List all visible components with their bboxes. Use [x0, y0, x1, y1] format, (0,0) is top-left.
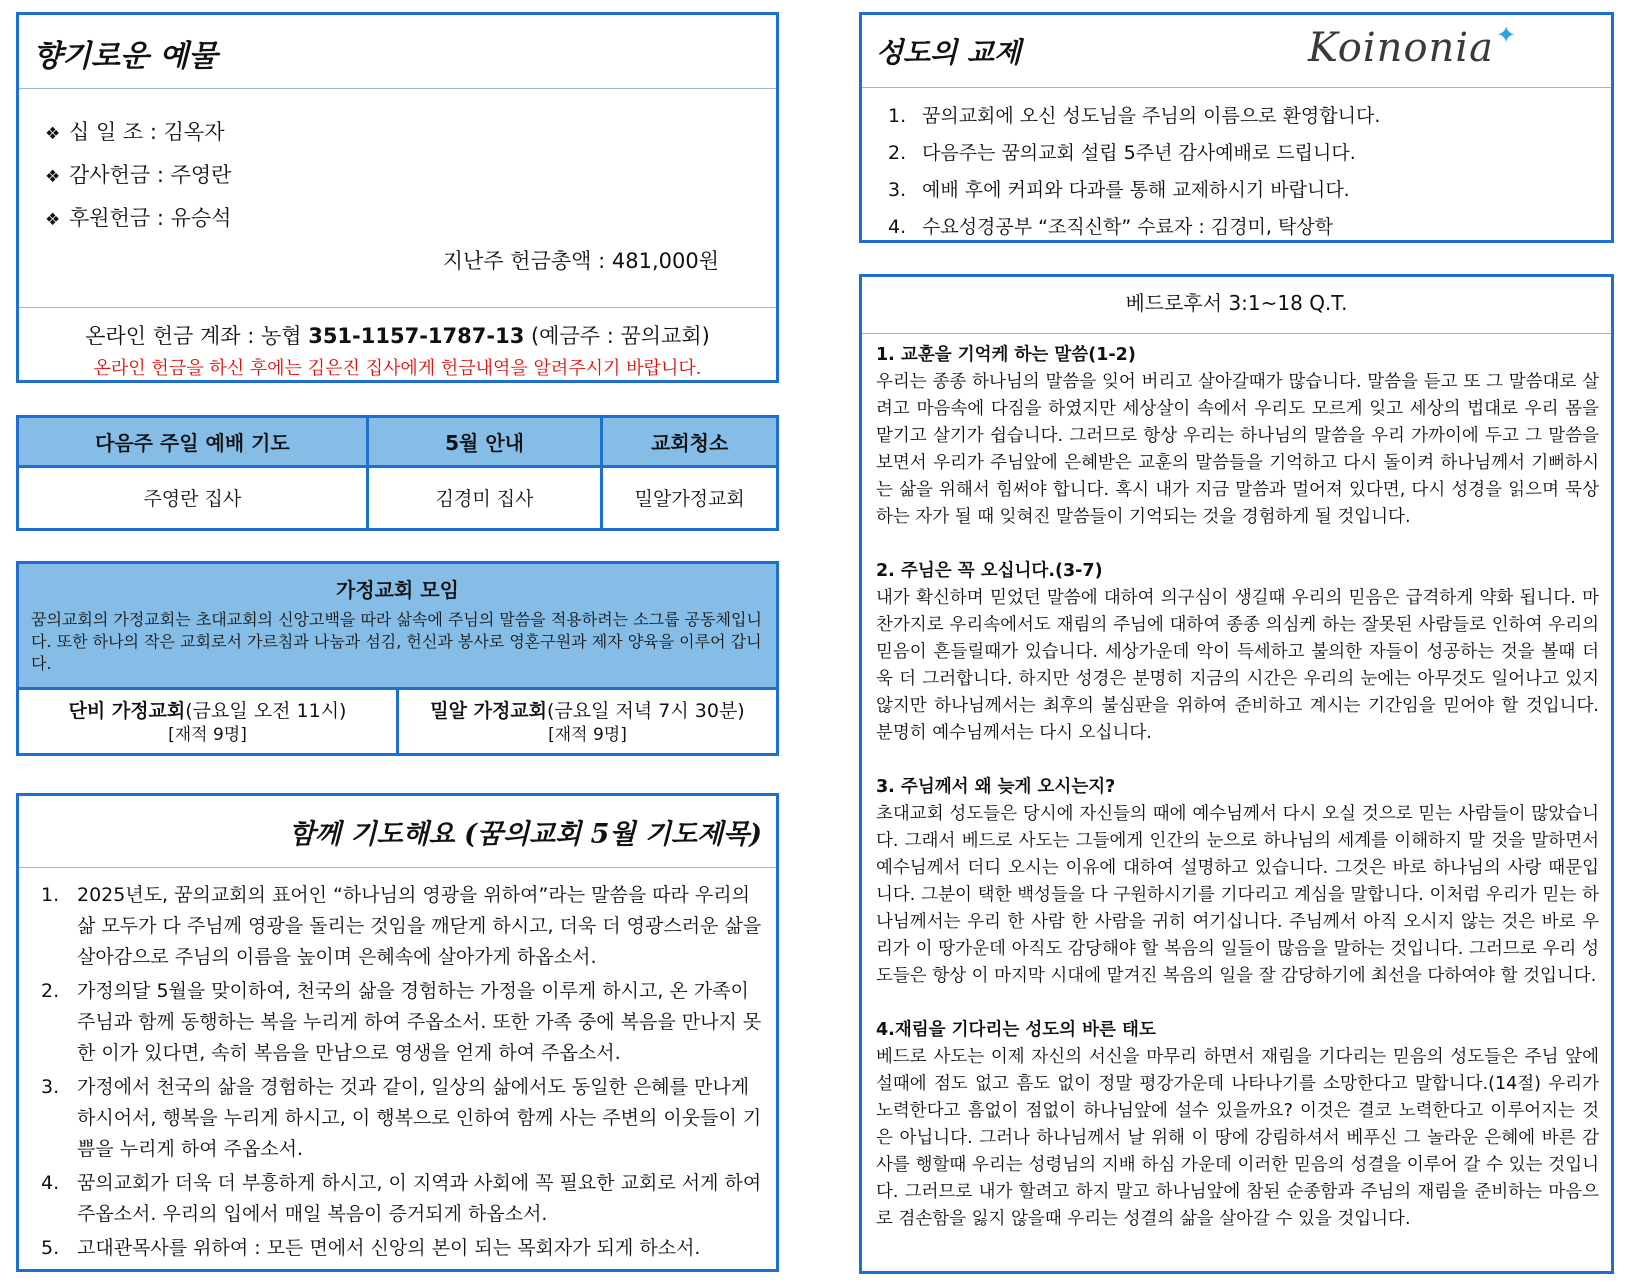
house-church-groups: [19, 690, 776, 753]
prayer-list: [19, 868, 776, 1264]
qt-section: [876, 1017, 1599, 1233]
duty-cell: 김경미 집사: [367, 466, 602, 528]
house-church-group: [19, 690, 399, 753]
offering-panel: [16, 12, 779, 383]
fellowship-item: 3. 예배 후에 커피와 다과를 통해 교제하시기 바랍니다.: [888, 179, 1350, 201]
prayer-item: 2. 가정의달 5월을 맞이하여, 천국의 삶을 경험하는 가정을 이루게 하시고, 온 가족이 주님과 함께 동행하는 복을 누리게 하여 주옵소서. 또한 가족 중에 복음을 만나지 못한 이가 있다면, 속히 복음을 만남으로 영생을 얻게 하여 주옵소서.: [41, 980, 762, 1064]
qt-section-text: 베드로 사도는 이제 자신의 서신을 마무리 하면서 재림을 기다리는 믿음의 성도들은 주님 앞에 설때에 점도 없고 흠도 없이 정말 평강가운데 나타나기를 소망한다고 말합니다.(14절) 우리가 노력한다고 흠없이 점없이 하나님앞에 설수 있을까요? 이것은 결코 노력한다고 이루어지는 것은 아닙니다. 그러나 하나님께서 날 위해 이 땅에 강림하셔서 베푸신 그 놀라운 은혜에 바른 감사를 행할때 우리는 성령님의 지배 하심 가운데 이러한 믿음의 성결을 이루어 갈 수 있는 것입니다. 그러므로 내가 할려고 하지 말고 하나님앞에 참된 순종함과 주님의 재림을 준비하는 마음으로 겸손함을 잃지 않을때 우리는 성결의 삶을 살아갈 수 있을 것입니다.: [876, 1047, 1599, 1229]
prayer-item: 5. 고대관목사를 위하여 : 모든 면에서 신앙의 본이 되는 목회자가 되게 하소서.: [41, 1237, 701, 1259]
offering-item: ❖ 십 일 조 : 김옥자: [45, 111, 776, 154]
qt-section-heading: 1. 교훈을 기억케 하는 말씀(1-2): [876, 345, 1136, 365]
house-church-panel: [16, 561, 779, 756]
offering-title: 향기로운 예물: [19, 15, 776, 89]
qt-section-text: 우리는 종종 하나님의 말씀을 잊어 버리고 살아갈때가 많습니다. 말씀을 듣고 또 그 말씀대로 살려고 마음속에 다짐을 하였지만 세상살이 속에서 우리도 모르게 잊고 세상의 법대로 우리 몸을 맡기고 살기가 쉽습니다. 그러므로 항상 우리는 하나님의 말씀을 우리 가까이에 두고 그 말씀을 보면서 우리가 주님앞에 은혜받은 교훈의 말씀들을 기억하고 다시 돌이켜 하나님께서 기뻐하시는 삶을 위해서 힘써야 합니다. 혹시 내가 지금 말씀과 멀어져 있다면, 다시 성경을 읽으며 묵상하는 자가 될 때 잊혀진 말씀들이 기억되는 것을 경험하게 될 것입니다.: [876, 372, 1599, 527]
offering-item: ❖ 감사헌금 : 주영란: [45, 154, 776, 197]
group-time: (금요일 저녁 7시 30분): [547, 700, 745, 722]
fellowship-list: [862, 88, 1611, 243]
duty-table-panel: [16, 415, 779, 531]
duty-cell: 주영란 집사: [19, 466, 367, 528]
duty-cell: 밀알가정교회: [634, 488, 745, 511]
qt-body: [862, 334, 1611, 1233]
qt-section: [876, 774, 1599, 990]
qt-section: [876, 342, 1599, 531]
online-account: [19, 307, 776, 380]
group-name: 단비 가정교회: [68, 700, 186, 722]
group-time: (금요일 오전 11시): [185, 700, 347, 722]
sparkle-icon: ✦: [1496, 21, 1517, 49]
koinonia-logo: Koinonia: [1308, 25, 1494, 71]
house-church-description: 꿈의교회의 가정교회는 초대교회의 신앙고백을 따라 삶속에 주님의 말씀을 적용하려는 소그룹 공동체입니다. 또한 하나의 작은 교회로서 가르침과 나눔과 섬김, 헌신과 봉사로 영혼구원과 제자 양육을 이루어 갑니다.: [31, 610, 762, 673]
group-members: [재적 9명]: [548, 725, 627, 745]
house-church-title: 가정교회 모임: [336, 578, 459, 602]
account-notice: 온라인 헌금을 하신 후에는 김은진 집사에게 헌금내역을 알려주시기 바랍니다.: [93, 358, 702, 379]
fellowship-item: 1. 꿈의교회에 오신 성도님을 주님의 이름으로 환영합니다.: [888, 105, 1381, 127]
qt-section: [876, 558, 1599, 747]
prayer-item: 3. 가정에서 천국의 삶을 경험하는 것과 같이, 일상의 삶에서도 동일한 은혜를 만나게 하시어서, 행복을 누리게 하시고, 이 행복으로 인하여 함께 사는 주변의 이웃들이 기쁨을 누리게 하여 주옵소서.: [41, 1076, 762, 1160]
fellowship-panel: [859, 12, 1614, 243]
fellowship-item: 4. 수요성경공부 “조직신학” 수료자 : 김경미, 탁상학: [888, 216, 1334, 238]
qt-section-heading: 3. 주님께서 왜 늦게 오시는지?: [876, 777, 1116, 797]
duty-header: 5월 안내: [367, 418, 602, 466]
house-church-group: [399, 690, 776, 753]
diamond-bullet-icon: ❖: [45, 124, 61, 144]
offering-list: [19, 89, 776, 240]
duty-header: 교회청소: [602, 418, 776, 466]
prayer-panel: [16, 793, 779, 1272]
fellowship-title: 성도의 교제: [876, 36, 1021, 69]
prayer-item: 1. 2025년도, 꿈의교회의 표어인 “하나님의 영광을 위하여”라는 말씀을 따라 우리의 삶 모두가 다 주님께 영광을 돌리는 것임을 깨닫게 하시고, 더욱 더 영광스러운 삶을 살아감으로 주님의 이름을 높이며 은혜속에 살아가게 하옵소서.: [41, 884, 762, 968]
group-name: 밀알 가정교회: [430, 700, 548, 722]
offering-item: ❖ 후원헌금 : 유승석: [45, 197, 776, 240]
qt-title: 베드로후서 3:1~18 Q.T.: [862, 277, 1611, 334]
qt-section-heading: 4.재림을 기다리는 성도의 바른 태도: [876, 1020, 1156, 1040]
diamond-bullet-icon: ❖: [45, 210, 61, 230]
qt-section-text: 내가 확신하며 믿었던 말씀에 대하여 의구심이 생길때 우리의 믿음은 급격하게 약화 됩니다. 마찬가지로 우리속에서도 재림의 주님에 대하여 종종 의심케 하는 잘못된 사람들로 인하여 우리의 믿음이 흔들릴때가 있습니다. 세상가운데 악이 득세하고 불의한 자들이 성공하는 것을 볼때 더욱 더 그러합니다. 하지만 성경은 분명히 지금의 시간은 우리의 눈에는 아무것도 일어나고 있지 않지만 하나님께서는 최후의 불심판을 위하여 준비하고 계시는 기간임을 믿어야 할 것입니다. 분명히 예수님께서는 다시 오십니다.: [876, 588, 1599, 743]
house-church-header: [19, 564, 776, 690]
fellowship-item: 2. 다음주는 꿈의교회 설립 5주년 감사예배로 드립니다.: [888, 142, 1356, 164]
offering-total: 지난주 헌금총액 : 481,000원: [442, 249, 719, 273]
diamond-bullet-icon: ❖: [45, 167, 61, 187]
qt-section-heading: 2. 주님은 꼭 오십니다.(3-7): [876, 561, 1103, 581]
account-number: 351-1157-1787-13: [308, 324, 525, 348]
qt-section-text: 초대교회 성도들은 당시에 자신들의 때에 예수님께서 다시 오실 것으로 믿는 사람들이 많았습니다. 그래서 베드로 사도는 그들에게 인간의 눈으로 하나님의 세계를 이해하지 말 것을 말하면서 예수님께서 더디 오시는 이유에 대하여 설명하고 있습니다. 그것은 바로 하나님의 사랑 때문입니다. 그분이 택한 백성들을 다 구원하시기를 기다리고 계심을 말합니다. 이처럼 우리가 믿는 하나님께서는 우리 한 사람 한 사람을 귀히 여기십니다. 주님께서 아직 오시지 않는 것은 바로 우리가 이 땅가운데 아직도 감당해야 할 복음의 일들이 많음을 말하는 것입니다. 그러므로 우리 성도들은 항상 이 마지막 시대에 맡겨진 복음의 일을 잘 감당하기에 최선을 다하여야 할 것입니다.: [876, 804, 1599, 986]
duty-table: [19, 418, 776, 528]
fellowship-header: [862, 15, 1611, 88]
account-suffix: (예금주 : 꿈의교회): [524, 324, 710, 348]
prayer-title: 함께 기도해요 (꿈의교회 5월 기도제목): [19, 796, 776, 868]
account-prefix: 온라인 헌금 계좌 : 농협: [85, 324, 309, 348]
group-members: [재적 9명]: [168, 725, 247, 745]
prayer-item: 4. 꿈의교회가 더욱 더 부흥하게 하시고, 이 지역과 사회에 꼭 필요한 교회로 서게 하여 주옵소서. 우리의 입에서 매일 복음이 증거되게 하옵소서.: [41, 1172, 762, 1225]
qt-panel: [859, 274, 1614, 1274]
duty-header: 다음주 주일 예배 기도: [19, 418, 367, 466]
